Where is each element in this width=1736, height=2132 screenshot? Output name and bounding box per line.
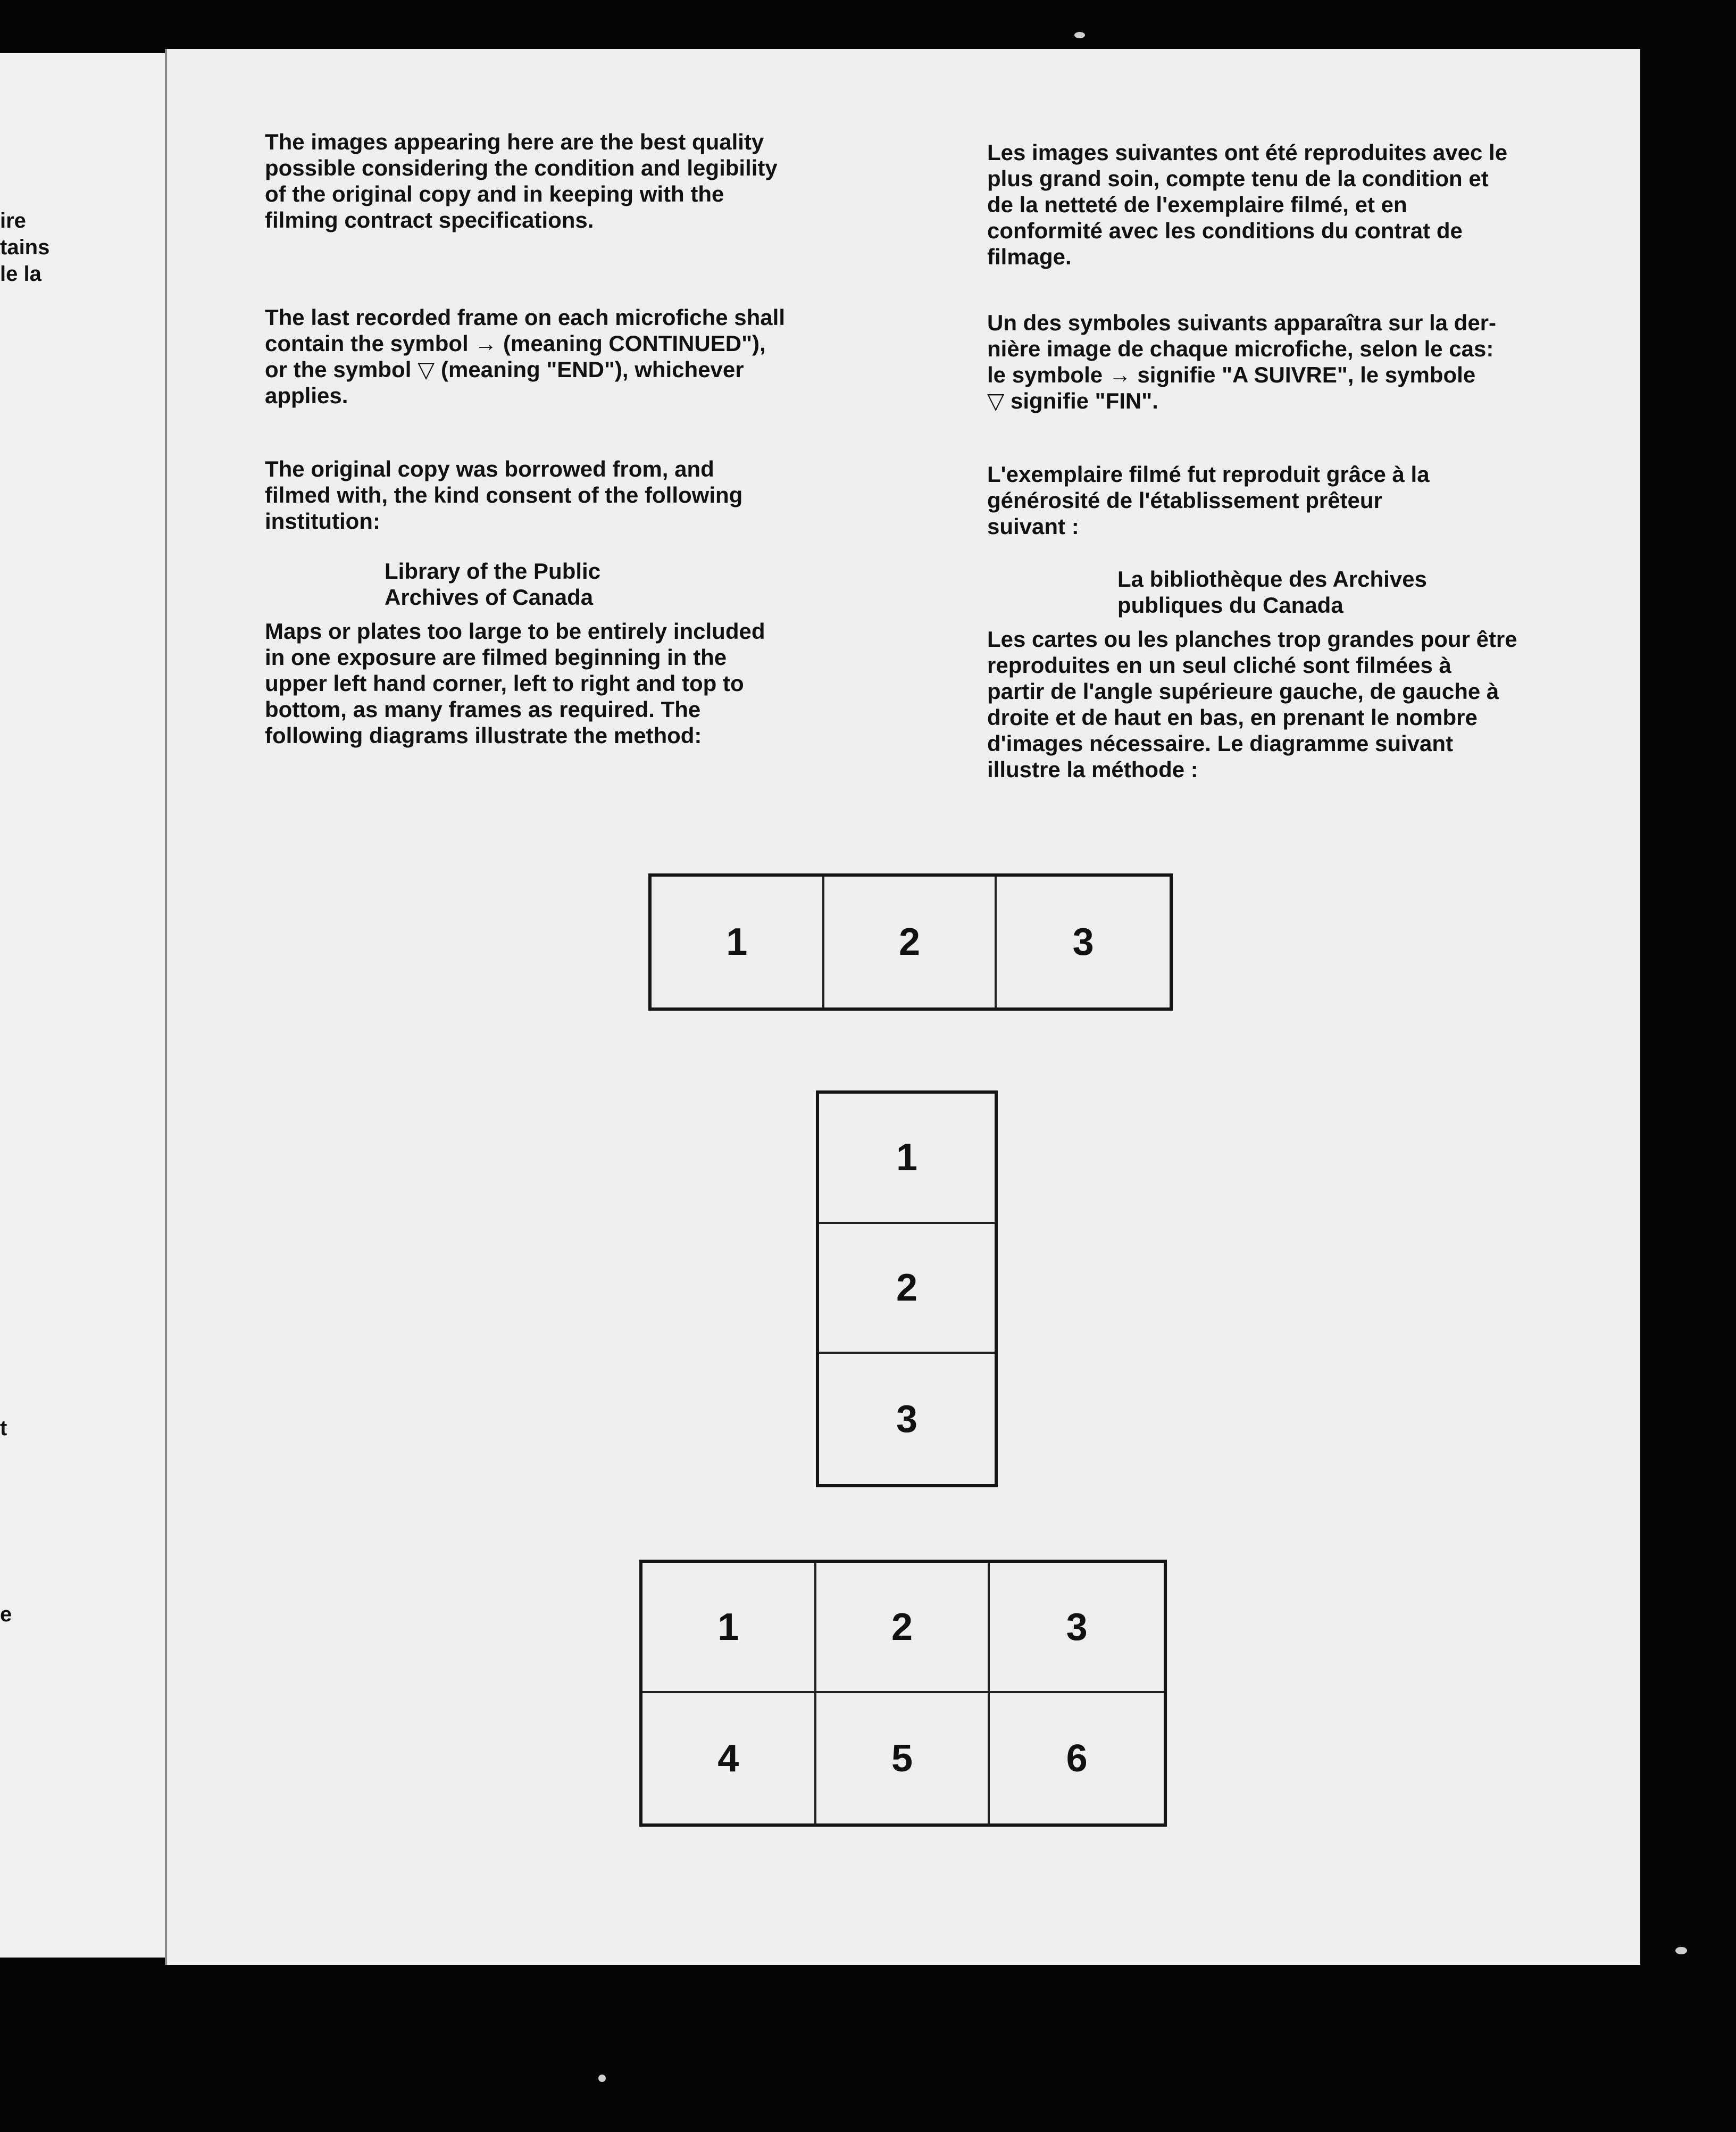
- english-paragraph-symbols: The last recorded frame on each microfiche shall contain the symbol → (meaning CONTINUED"), or the symbol ▽ (meaning "END"), whichever applies.: [265, 305, 785, 408]
- french-paragraph-source: L'exemplaire filmé fut reproduit grâce à la générosité de l'établissement prêteur suivant :: [987, 462, 1430, 539]
- diagram-six-frame-grid: [639, 1560, 1167, 1827]
- diagram-vertical-three-frames: [816, 1090, 998, 1487]
- frame-cell: 6: [1066, 1737, 1088, 1780]
- frame-cell: 3: [896, 1397, 918, 1440]
- frame-cell: 1: [652, 877, 824, 1007]
- english-institution: Library of the Public Archives of Canada: [385, 559, 601, 610]
- left-fragment: le la: [0, 262, 41, 286]
- document-page: [165, 49, 1640, 1965]
- english-paragraph-source: The original copy was borrowed from, and filmed with, the kind consent of the following institution:: [265, 456, 743, 534]
- diagram-horizontal-three-frames: [648, 873, 1173, 1011]
- frame-cell: 1: [819, 1094, 995, 1224]
- french-paragraph-quality: Les images suivantes ont été reproduites avec le plus grand soin, compte tenu de la condition et de la netteté de l'exemplaire filmé, et en conformité avec les conditions du contrat de filmage.: [987, 140, 1508, 269]
- film-speck: [1675, 1947, 1687, 1954]
- frame-cell: 2: [824, 877, 997, 1007]
- left-fragment: t: [0, 1417, 7, 1440]
- film-speck: [598, 2075, 606, 2082]
- french-paragraph-method: Les cartes ou les planches trop grandes pour être reproduites en un seul cliché sont filmées à partir de l'angle supérieure gauche, de gauche à droite et de haut en bas, en prenant le nombre d'images nécessaire. Le diagramme suivant illustre la méthode :: [987, 627, 1517, 782]
- frame-cell: 5: [816, 1693, 990, 1823]
- frame-cell: 2: [819, 1224, 995, 1354]
- english-paragraph-method: Maps or plates too large to be entirely included in one exposure are filmed beginning in the upper left hand corner, left to right and top to bottom, as many frames as required. The following diagrams illustrate the method:: [265, 619, 765, 748]
- left-fragment: e: [0, 1603, 12, 1626]
- frame-cell: 1: [642, 1563, 816, 1693]
- frame-cell: 4: [642, 1693, 816, 1823]
- left-fragment: ire: [0, 209, 26, 232]
- film-speck: [1074, 32, 1085, 38]
- french-paragraph-symbols: Un des symboles suivants apparaîtra sur la der- nière image de chaque microfiche, selon le cas: le symbole → signifie "A SUIVRE", le symbole ▽ signifie "FIN".: [987, 310, 1497, 413]
- frame-cell: 2: [816, 1563, 990, 1693]
- left-page-edge: [0, 53, 169, 1958]
- french-institution: La bibliothèque des Archives publiques du Canada: [1117, 567, 1427, 618]
- frame-cell: 3: [990, 1563, 1164, 1693]
- left-fragment: tains: [0, 236, 50, 259]
- frame-cell: 3: [1072, 921, 1094, 963]
- english-paragraph-quality: The images appearing here are the best quality possible considering the condition and legibility of the original copy and in keeping with the filming contract specifications.: [265, 129, 778, 232]
